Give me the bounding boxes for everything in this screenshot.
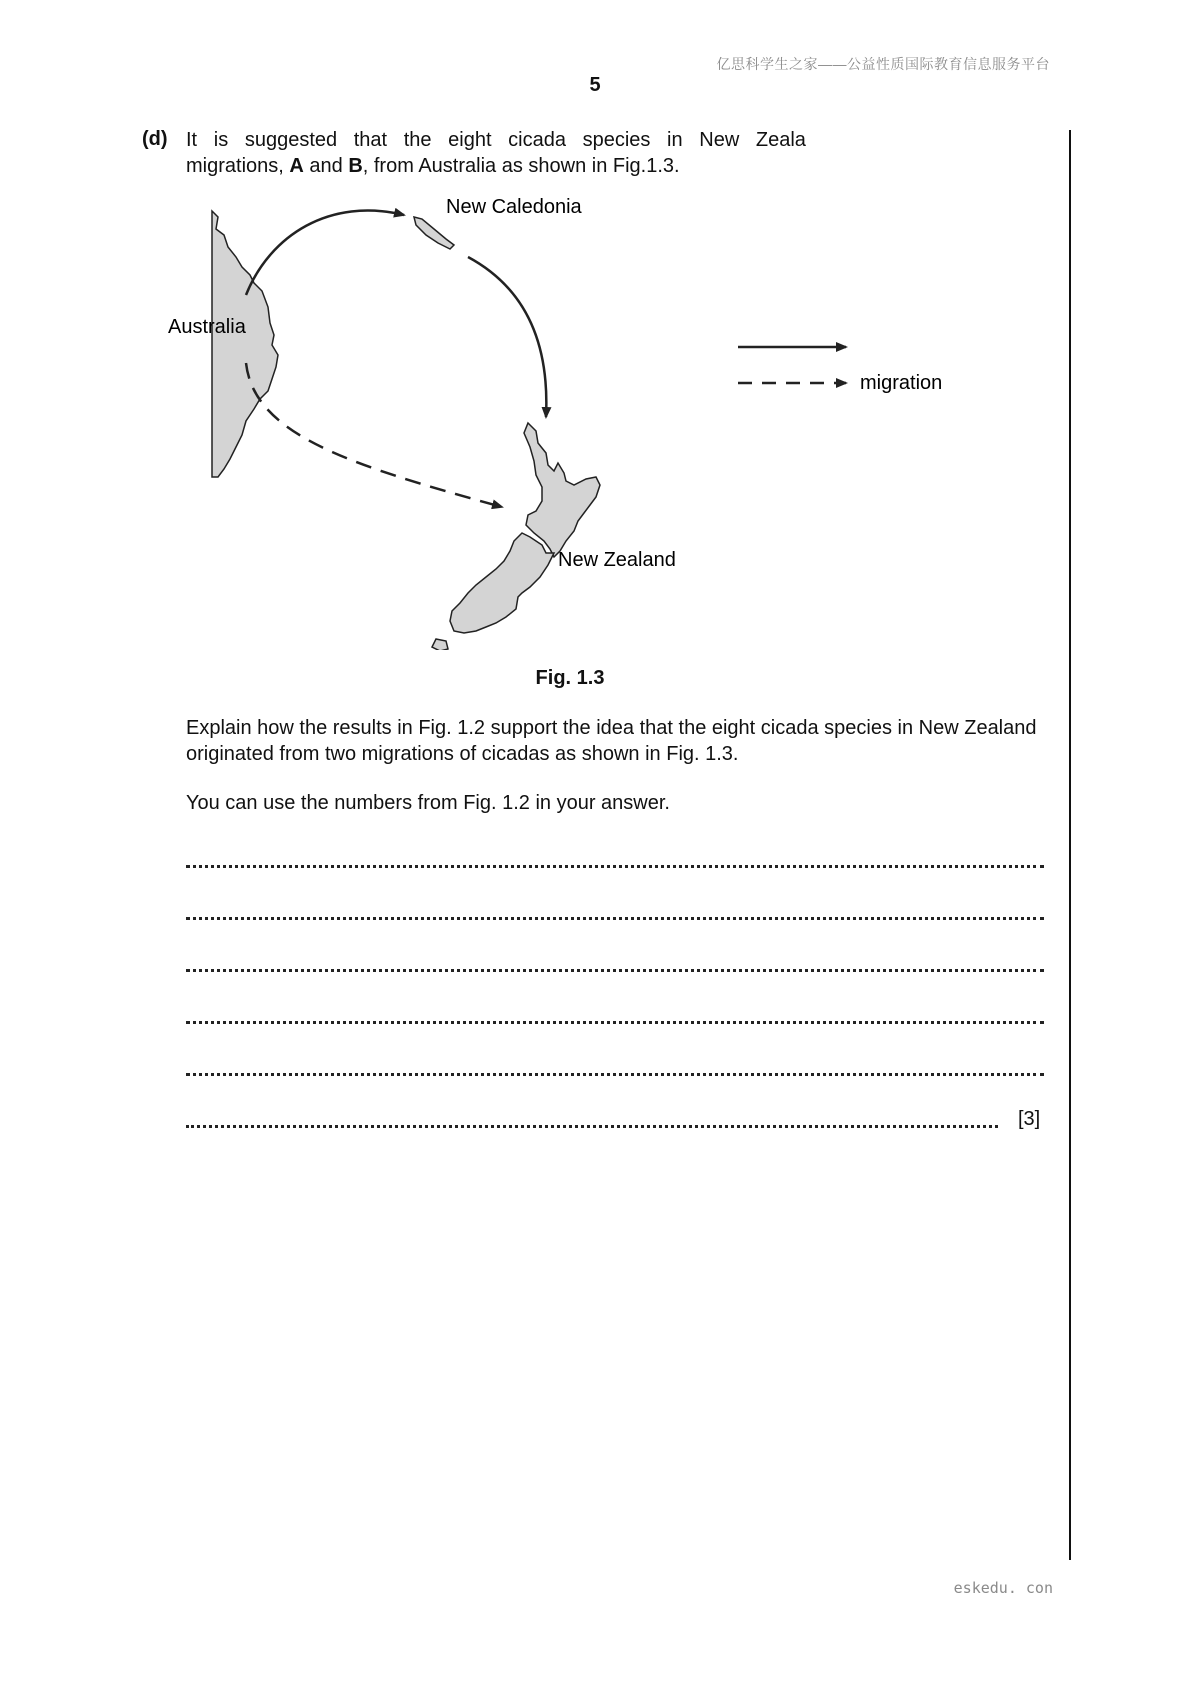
header-watermark: 亿思科学生之家——公益性质国际教育信息服务平台 bbox=[716, 56, 1050, 72]
intro-word: cicada bbox=[508, 129, 566, 151]
migration-a-arrow-2 bbox=[468, 257, 546, 417]
intro-word: It bbox=[186, 129, 198, 151]
answer-line[interactable] bbox=[186, 1021, 1044, 1024]
intro-text: , from Australia as shown in Fig.1.3. bbox=[362, 155, 680, 177]
label-new-caledonia: New Caledonia bbox=[446, 196, 582, 218]
migration-b-arrow bbox=[246, 363, 502, 507]
answer-line[interactable] bbox=[186, 865, 1044, 868]
new-zealand-north-island bbox=[524, 423, 600, 557]
margin-line bbox=[1069, 130, 1071, 1560]
question-label: (d) bbox=[142, 128, 168, 150]
question-intro bbox=[186, 127, 806, 179]
stewart-island bbox=[432, 639, 448, 650]
footer-site: eskedu. con bbox=[953, 1579, 1053, 1597]
intro-word: is bbox=[213, 129, 229, 151]
new-caledonia-island bbox=[414, 217, 454, 249]
intro-text: and bbox=[303, 155, 349, 177]
intro-line-2 bbox=[186, 153, 806, 179]
answer-line[interactable] bbox=[186, 969, 1044, 972]
answer-line[interactable] bbox=[186, 1125, 998, 1128]
new-zealand-south-island bbox=[450, 533, 554, 633]
marks-indicator: [3] bbox=[1018, 1108, 1041, 1130]
intro-word: in bbox=[667, 129, 683, 151]
intro-word: species bbox=[582, 129, 651, 151]
label-new-zealand: New Zealand bbox=[558, 549, 676, 571]
intro-word: eight bbox=[448, 129, 492, 151]
legend-migration-label: migration bbox=[860, 372, 943, 394]
migration-a-label: A bbox=[289, 155, 304, 177]
australia-landmass bbox=[212, 211, 278, 477]
intro-text: migrations, bbox=[186, 155, 290, 177]
prompt-paragraph-1: Explain how the results in Fig. 1.2 support the idea that the eight cicada species in New Zealand originated from two migrations of cicadas as shown in Fig. 1.3. bbox=[186, 717, 1037, 765]
intro-word: the bbox=[403, 129, 432, 151]
figure-caption: Fig. 1.3 bbox=[535, 667, 605, 689]
intro-line-1 bbox=[186, 127, 806, 153]
answer-line[interactable] bbox=[186, 1073, 1044, 1076]
migration-a-arrow-1 bbox=[246, 211, 404, 295]
page-number: 5 bbox=[589, 74, 601, 96]
prompt-paragraph-2: You can use the numbers from Fig. 1.2 in your answer. bbox=[186, 792, 670, 814]
migration-map bbox=[150, 195, 970, 650]
migration-b-label: B bbox=[348, 155, 363, 177]
intro-word: suggested bbox=[244, 129, 338, 151]
intro-word: that bbox=[353, 129, 388, 151]
intro-word: New bbox=[699, 129, 740, 151]
intro-word: Zeala bbox=[755, 129, 806, 151]
answer-line[interactable] bbox=[186, 917, 1044, 920]
label-australia: Australia bbox=[168, 316, 246, 338]
